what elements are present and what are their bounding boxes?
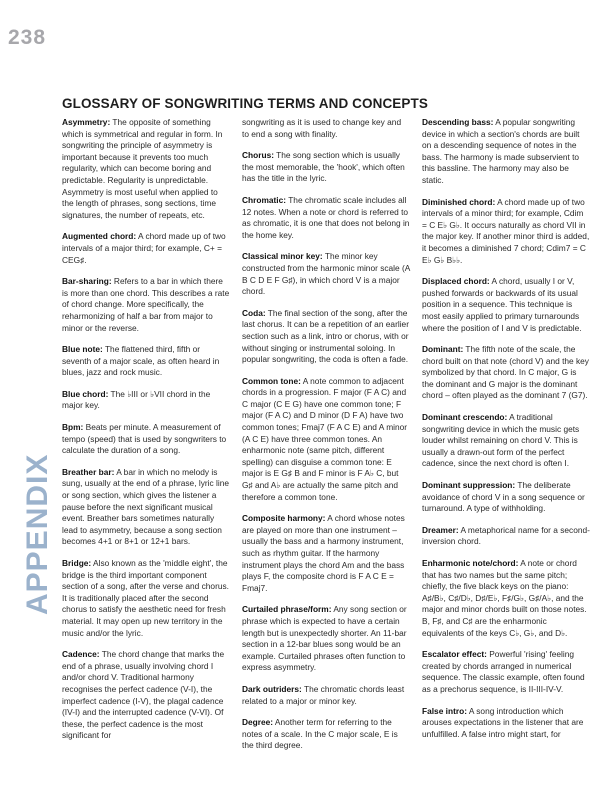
glossary-term: Asymmetry: <box>62 117 111 127</box>
glossary-entry <box>62 467 230 548</box>
glossary-definition: A chord made up of two intervals of a major third; for example, C+ = CEG♯. <box>62 231 226 265</box>
glossary-entry <box>62 276 230 334</box>
glossary-entry <box>242 604 410 674</box>
glossary-entry <box>242 117 410 140</box>
glossary-entry <box>422 480 590 515</box>
glossary-entry <box>242 717 410 752</box>
glossary-term: Descending bass: <box>422 117 494 127</box>
glossary-term: Bpm: <box>62 422 84 433</box>
glossary-column-1 <box>62 117 230 785</box>
glossary-entry <box>242 195 410 241</box>
glossary-entry <box>242 376 410 504</box>
glossary-term: Composite harmony: <box>242 513 326 524</box>
glossary-term: Displaced chord: <box>422 276 490 287</box>
glossary-entry <box>62 558 230 639</box>
glossary-definition: The song section which is usually the most memorable, the 'hook', which often has the title in the lyric. <box>242 150 405 184</box>
glossary-columns <box>62 117 590 785</box>
glossary-entry <box>242 251 410 297</box>
glossary-definition: The chord change that marks the end of a phrase, usually involving chord I and/or chord V. Traditional harmony recognises the perfect cadence (V-I), the imperfect cadence (I-V), the plagal cadence (IV-I) and the interrupted cadence (V-VI). Of these, the perfect cadence is the most significant for <box>62 649 225 741</box>
glossary-entry <box>62 344 230 379</box>
glossary-term: False intro: <box>422 705 467 716</box>
glossary-entry <box>422 649 590 695</box>
glossary-definition: The deliberate avoidance of chord V in a song sequence or turnaround. A type of withholding. <box>422 480 585 514</box>
glossary-definition: Powerful 'rising' feeling created by chords arranged in numerical sequence. The classic example, often found as a prechorus sequence, is II-III-IV-V. <box>422 649 585 694</box>
glossary-entry <box>422 706 590 741</box>
glossary-term: Escalator effect: <box>422 649 487 660</box>
glossary-entry <box>422 117 590 187</box>
glossary-definition: A chord, usually I or V, pushed forwards or backwards of its usual position in a sequence. This technique is most easily applied to primary turnarounds where the position of I and V is predictable. <box>422 276 582 333</box>
glossary-entry <box>422 276 590 334</box>
glossary-term: Blue note: <box>62 344 103 355</box>
glossary-term: Classical minor key: <box>242 251 323 262</box>
glossary-entry <box>422 558 590 639</box>
glossary-column-2 <box>242 117 410 785</box>
glossary-definition: The opposite of something which is symmetrical and regular in form. In songwriting the principle of asymmetry is important because it prevents too much regularity, which can become boring and predictable. Regularity is unpredictable. Asymmetry is most useful when applied to the length of phrases, song sections, time signatures, the number of repeats, etc. <box>62 117 223 220</box>
glossary-term: Chromatic: <box>242 194 287 205</box>
glossary-entry <box>242 150 410 185</box>
glossary-term: Cadence: <box>62 649 100 660</box>
glossary-definition: The flattened third, fifth or seventh of a major scale, as often heard in blues, jazz and rock music. <box>62 344 220 378</box>
glossary-entry <box>242 684 410 707</box>
glossary-term: Coda: <box>242 307 266 318</box>
glossary-term: Blue chord: <box>62 388 109 399</box>
glossary-definition: A note or chord that has two names but the same pitch; chiefly, the five black keys on the piano: A♯/B♭, C♯/D♭, D♯/E♭, F♯/G♭, G♯/A♭, and the major and minor chords built on those notes. B, F♯, and C♯ are the enharmonic equivalents of the keys C♭, G♭, and D♭. <box>422 558 587 638</box>
glossary-definition: Beats per minute. A measurement of tempo (speed) that is used by songwriters to calculate the duration of a song. <box>62 422 227 456</box>
glossary-term: Bar-sharing: <box>62 276 112 287</box>
glossary-definition: Also known as the 'middle eight', the bridge is the third important component section of a song, after the verse and chorus. It is traditionally placed after the second chorus to satisfy the aesthetic need for fresh material. It may open up new territory in the music and/or the lyric. <box>62 558 229 638</box>
glossary-definition: Another term for referring to the notes of a scale. In the C major scale, E is the third degree. <box>242 717 398 751</box>
glossary-term: Diminished chord: <box>422 196 496 207</box>
glossary-definition: A chord made up of two intervals of a minor third; for example, Cdim = C E♭ G♭. It occurs naturally as chord VII in the major key. If another minor third is added, it becomes a diminished 7 chord; Cdim7 = C E♭ G♭ B♭♭. <box>422 196 590 265</box>
glossary-entry <box>422 525 590 548</box>
glossary-term: Dark outriders: <box>242 683 302 694</box>
glossary-definition: A traditional songwriting device in which the music gets louder whilst remaining on chord V. This is usually a drawn-out form of the perfect cadence, since the next chord is often I. <box>422 412 580 469</box>
glossary-entry <box>422 197 590 267</box>
glossary-term: Common tone: <box>242 375 301 386</box>
glossary-entry <box>242 513 410 594</box>
glossary-definition: Refers to a bar in which there is more than one chord. This describes a rate of chord change. More specifically, the reharmonizing of half a bar from major to minor or the reverse. <box>62 276 230 333</box>
glossary-entry <box>422 412 590 470</box>
glossary-entry <box>242 308 410 366</box>
glossary-definition: Any song section or phrase which is expected to have a certain length but is unexpectedly shorter. An 11-bar section in a 12-bar blues song would be an example. Curtailed phrases often function to express asymmetry. <box>242 604 407 673</box>
glossary-definition: A metaphorical name for a second-inversion chord. <box>422 524 590 547</box>
page-number: 238 <box>8 26 47 49</box>
glossary-entry <box>422 344 590 402</box>
glossary-term: Dominant crescendo: <box>422 412 508 423</box>
glossary-entry <box>62 231 230 266</box>
glossary-term: Enharmonic note/chord: <box>422 558 519 568</box>
glossary-term: Curtailed phrase/form: <box>242 604 332 615</box>
glossary-definition: A chord whose notes are played on more than one instrument – usually the bass and a harmony instrument, such as rhythm guitar. If the harmony instrument plays the chord Am and the bass plays F, the composite chord is F A C E = Fmaj7. <box>242 513 405 593</box>
glossary-entry <box>62 117 230 221</box>
glossary-term: Degree: <box>242 717 274 728</box>
glossary-definition: The chromatic chords least related to a major or minor key. <box>242 683 405 706</box>
glossary-term: Chorus: <box>242 150 274 161</box>
glossary-term: Dominant suppression: <box>422 480 516 491</box>
glossary-term: Breather bar: <box>62 466 115 477</box>
glossary-definition: A popular songwriting device in which a section's chords are built on a descending sequence of notes in the bass. The harmony is made subservient to this bassline. The harmony may also be static. <box>422 117 580 185</box>
page-title: GLOSSARY OF SONGWRITING TERMS AND CONCEPTS <box>62 96 428 111</box>
glossary-definition: The ♭III or ♭VII chord in the major key. <box>62 388 211 411</box>
glossary-definition: The chromatic scale includes all 12 notes. When a note or chord is referred to as chromatic, it is one that does not belong in the home key. <box>242 194 410 240</box>
glossary-definition: A bar in which no melody is sung, usually at the end of a phrase, lyric line or song section, which gives the listener a pause before the next significant musical event. Breather bars sometimes naturally lead to asymmetry, because a song section becomes 4+1 or 8+1 or 12+1 bars. <box>62 466 229 547</box>
glossary-definition: A song introduction which arouses expectations in the listener that are unfulfilled. A false intro might start, for <box>422 705 584 739</box>
glossary-term: Augmented chord: <box>62 231 137 242</box>
glossary-definition: The minor key constructed from the harmonic minor scale (A B C D E F G♯), in which chord V is a major chord. <box>242 251 410 297</box>
glossary-definition: songwriting as it is used to change key and to end a song with finality. <box>242 117 402 139</box>
glossary-term: Bridge: <box>62 558 92 568</box>
section-side-label: APPENDIX <box>21 453 54 615</box>
glossary-entry <box>62 649 230 742</box>
glossary-definition: The fifth note of the scale, the chord built on that note (chord V) and the key symbolized by that chord. In C major, G is the dominant and G major is the dominant chord – often played as the dominant 7 (G7). <box>422 344 589 401</box>
glossary-term: Dominant: <box>422 344 464 355</box>
glossary-definition: The final section of the song, after the last chorus. It can be a repetition of an earlier section such as a link, intro or chorus, with or without singing or instrumental soloing. In popular songwriting, the coda is often a fade. <box>242 307 409 365</box>
glossary-term: Dreamer: <box>422 524 459 535</box>
glossary-entry <box>62 422 230 457</box>
glossary-entry <box>62 389 230 412</box>
glossary-definition: A note common to adjacent chords in a progression. F major (F A C) and C major (C E G) have one common tone; F major (F A C) and D minor (D F A) have two common tones; Fmaj7 (F A C E) and A minor (A C E) have three common tones. An enharmonic note (same pitch, different spelling) can disguise a common tone: E major is E G♯ B and F minor is F A♭ C, but G♯ and A♭ are actually the same pitch and therefore a common tone. <box>242 375 408 502</box>
glossary-column-3 <box>422 117 590 785</box>
